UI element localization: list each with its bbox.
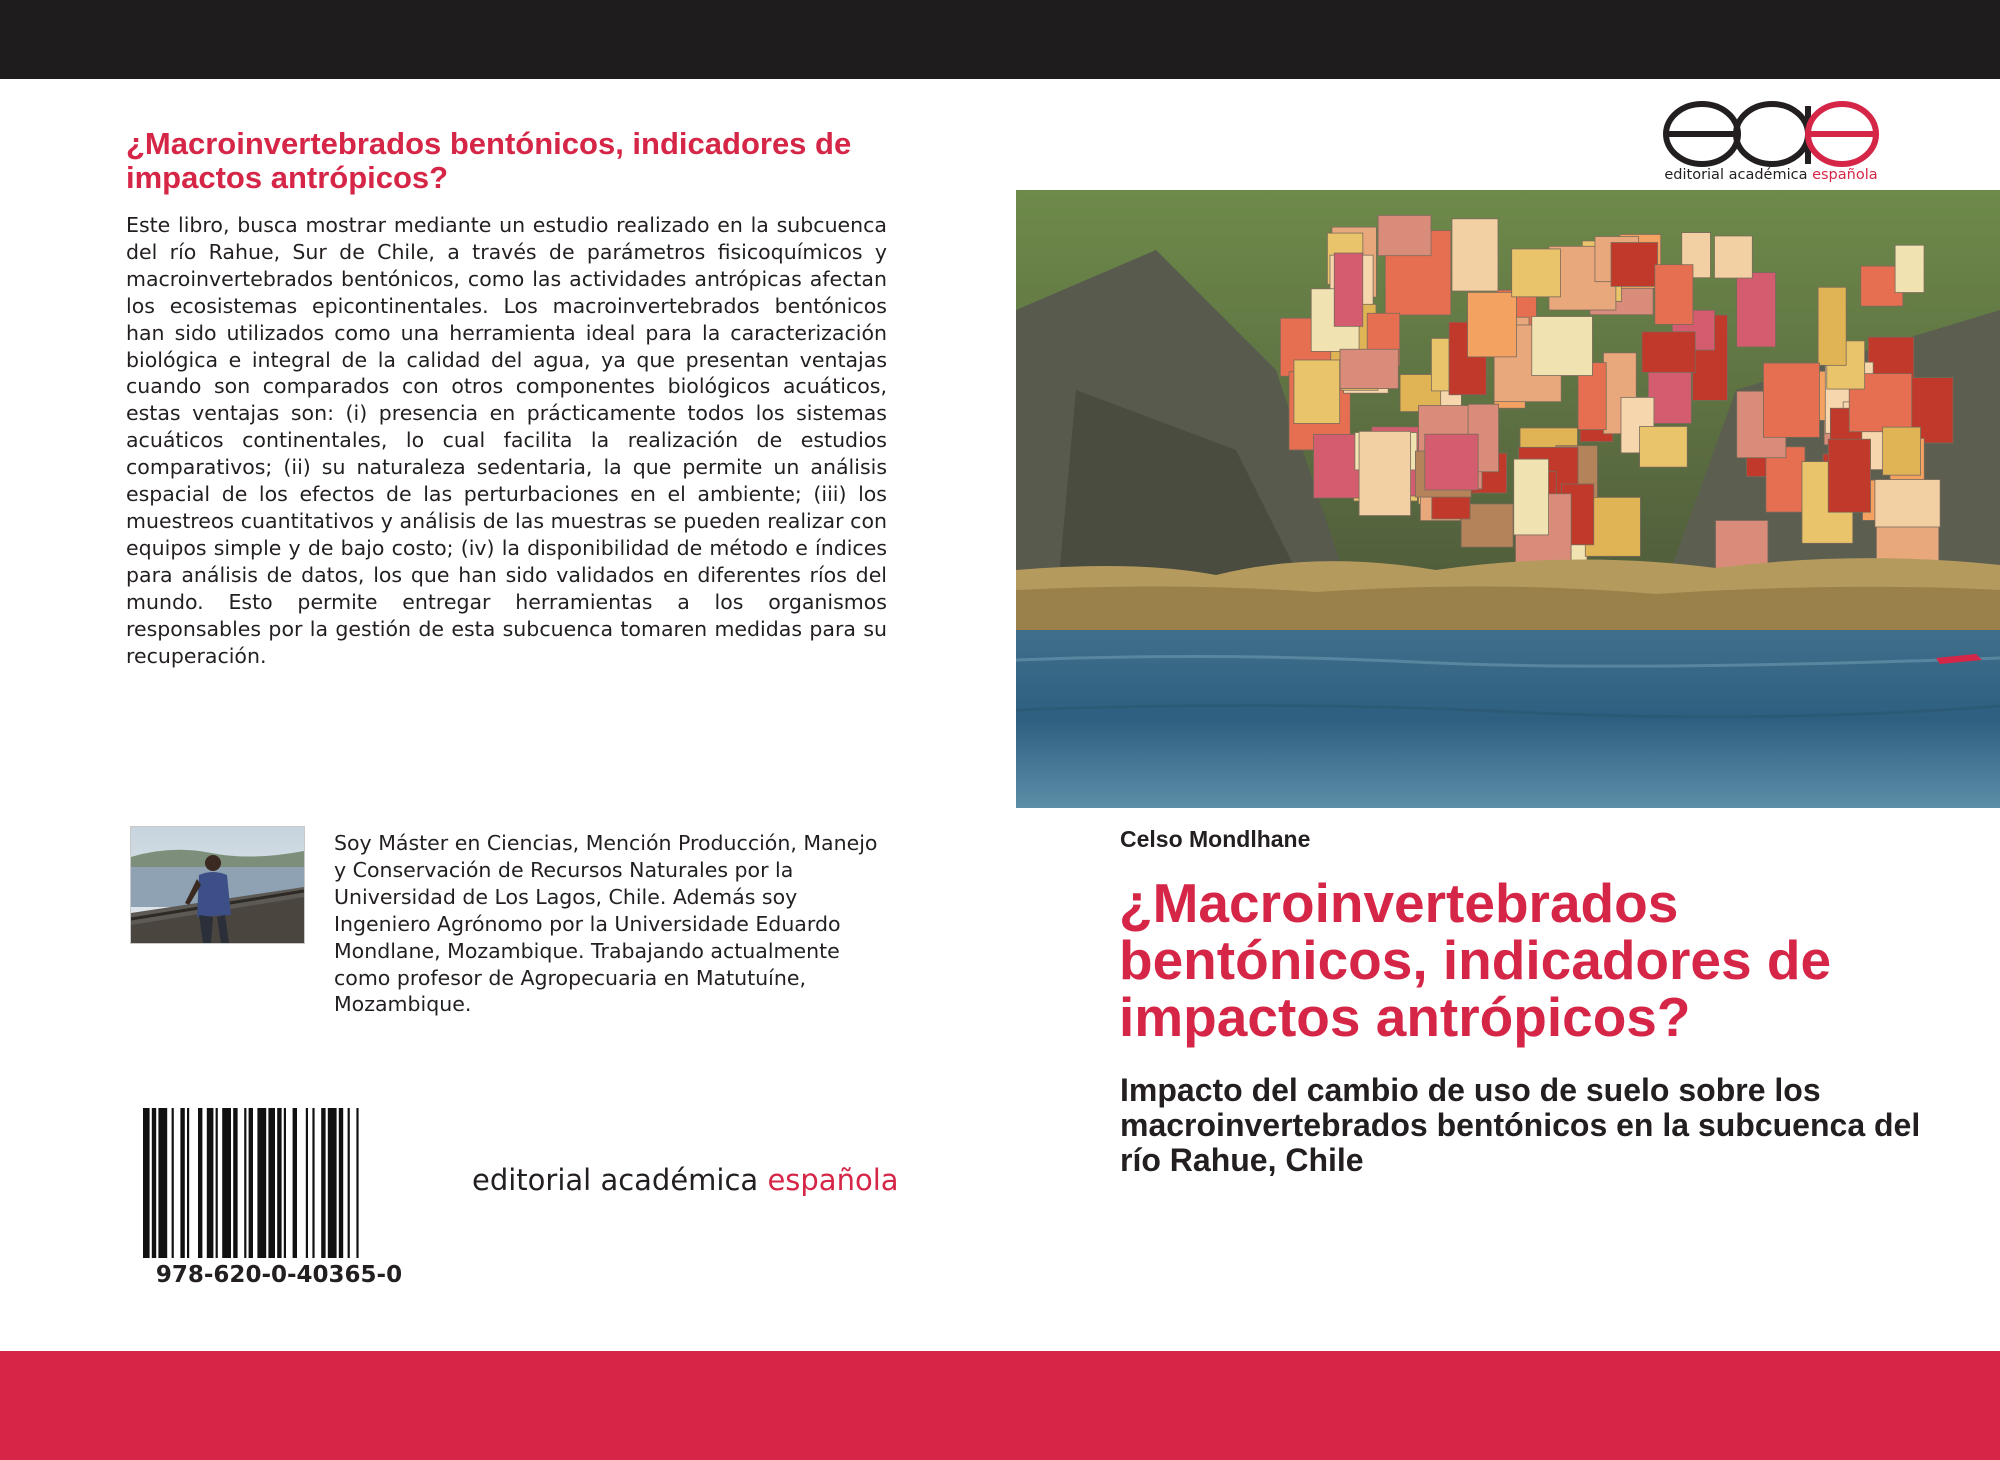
isbn-barcode: [139, 1108, 419, 1258]
author-portrait-icon: [131, 827, 304, 943]
cover-photo: [1016, 190, 2000, 808]
author-bio: Soy Máster en Ciencias, Mención Producción, Manejo y Conservación de Recursos Naturales por la Universidad de Los Lagos, Chile. Además soy Ingeniero Agrónomo por la Universidade Eduardo Mondlane, Mozambique. Trabajando actualmente como profesor de Agropecuaria en Matutuíne, Mozambique.: [334, 831, 878, 1017]
isbn-number: 978-620-0-40365-0: [155, 1262, 403, 1288]
front-cover-title: ¿Macroinvertebrados bentónicos, indicadores de impactos antrópicos?: [1119, 872, 1832, 1048]
top-bar: [0, 0, 2000, 79]
author-photo: [130, 826, 305, 944]
logo-name: editorial académica: [1664, 167, 1808, 183]
book-blurb: Este libro, busca mostrar mediante un estudio realizado en la subcuenca del río Rahue, Sur de Chile, a través de parámetros fisicoquímicos y macroinvertebrados bentónicos, como las actividades antrópicas afectan los ecosistemas epicontinentales. Los macroinvertebrados bentónicos han sido utilizados como una herramienta ideal para la caracterización biológica e integral de la calidad del agua, ya que presentan ventajas cuando son comparados con otros componentes biológicos acuáticos, estas ventajas son: (i) presencia en prácticamente todos los sistemas acuáticos continentales, lo cual facilita la realización de estudios comparativos; (ii) su naturaleza sedentaria, la que permite un análisis espacial de los efectos de las perturbaciones en el ambiente; (iii) los muestreos cuantitativos y análisis de las muestras se pueden realizar con equipos simple y de bajo costo; (iv) la disponibilidad de método e índices para análisis de datos, los que han sido validados en diferentes ríos del mundo. Esto permite entregar herramientas a los organismos responsables por la gestión de esta subcuenca tomaren medidas para su recuperación.: [126, 213, 887, 668]
front-author-name: Celso Mondlhane: [1120, 826, 1311, 852]
publisher-wordmark: [472, 1163, 899, 1197]
publisher-name: editorial académica: [472, 1163, 759, 1197]
logo-accent: española: [1812, 167, 1878, 183]
back-cover-title: ¿Macroinvertebrados bentónicos, indicadores de impactos antrópicos?: [126, 126, 852, 195]
barcode-icon: [139, 1108, 419, 1258]
publisher-accent: española: [767, 1163, 899, 1197]
bottom-bar: [0, 1351, 2000, 1460]
logo-wordmark: [1660, 167, 1882, 183]
eae-logo-icon: [1660, 94, 1882, 174]
front-cover-subtitle: Impacto del cambio de uso de suelo sobre los macroinvertebrados bentónicos en la subcuenca del río Rahue, Chile: [1120, 1072, 1921, 1178]
coastal-village-icon: [1016, 190, 2000, 808]
